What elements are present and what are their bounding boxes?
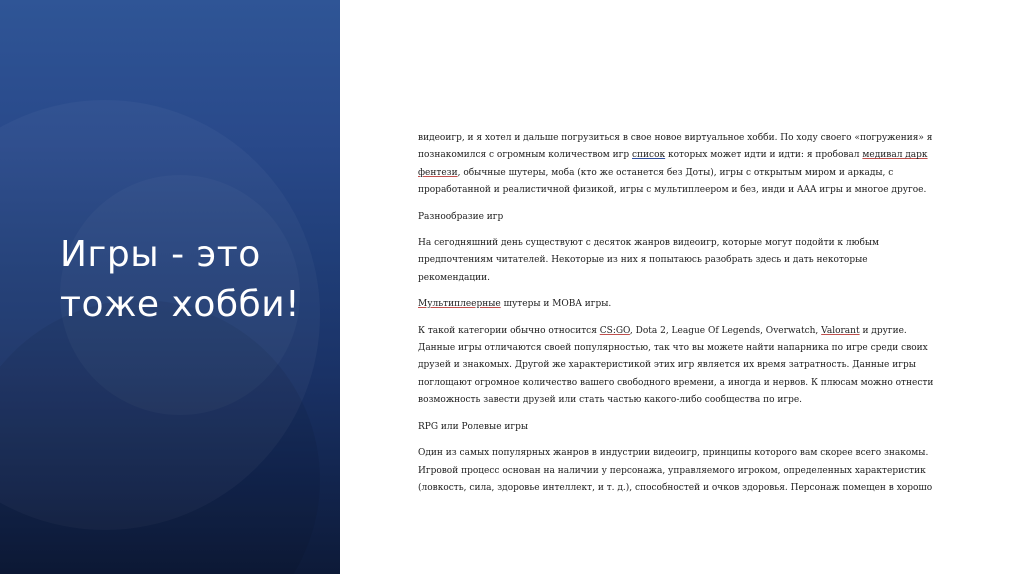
underlined-word: Valorant: [821, 325, 860, 336]
body-paragraph: [418, 445, 940, 497]
title-panel: [0, 0, 340, 574]
underlined-word: CS:GO: [599, 325, 630, 336]
underlined-word: Мультиплеерные: [418, 299, 501, 310]
text-run: , обычные шутеры, моба (кто же останется без Доты), игры с открытым миром и аркады, с проработанной и реалистичной физикой, игры с мультиплеером и без, инди и AAA игры и многое другое.: [418, 167, 927, 196]
slide-title: Игры - это тоже хобби!: [60, 234, 301, 325]
underlined-word: медивал дарк фентези: [418, 150, 928, 178]
text-run: К такой категории обычно относится: [418, 325, 600, 336]
body-paragraph: [418, 235, 940, 287]
text-run: На сегодняшний день существуют с десяток жанров видеоигр, которые могут подойти к любым предпочтениям читателей. Некоторые из них я попытаюсь разобрать здесь и дать некоторые рекомендации.: [418, 238, 880, 283]
section-heading: [418, 296, 940, 313]
body-paragraph: [418, 130, 940, 200]
section-heading: [418, 419, 940, 436]
text-run: которых может идти и идти: я пробовал: [665, 150, 863, 161]
text-run: и другие. Данные игры отличаются своей популярностью, так что вы можете найти напарника по игре среди своих друзей и знакомых. Другой же характеристикой этих игр является их время затратность. Данные игры поглощают огромное количество вашего свободного времени, а иногда и нервов. К плюсам можно отнести возможность завести друзей или стать частью какого-либо сообщества по игре.: [418, 325, 934, 406]
text-run: видеоигр, и я хотел и дальше погрузиться в свое новое виртуальное хобби. По ходу своего «погружения» я познакомился с огромным количеством игр: [418, 133, 933, 161]
text-run: шутеры и MOBA игры.: [500, 299, 612, 310]
inline-link[interactable]: список: [632, 150, 666, 161]
body-paragraph: [418, 323, 940, 410]
text-run: , Dota 2, League Of Legends, Overwatch,: [629, 325, 822, 336]
text-run: RPG или Ролевые игры: [418, 421, 529, 432]
text-run: Разнообразие игр: [418, 211, 504, 222]
document-text: [418, 130, 940, 506]
text-run: Один из самых популярных жанров в индустрии видеоигр, принципы которого вам скорее всего знакомы. Игровой процесс основан на наличии у персонажа, управляемого игроком, определенных характеристик (ловкость, сила, здоровье интеллект, и т. д.), способностей и очков здоровья. Персонаж помещен в хорошо: [418, 448, 933, 493]
section-heading: [418, 209, 940, 226]
